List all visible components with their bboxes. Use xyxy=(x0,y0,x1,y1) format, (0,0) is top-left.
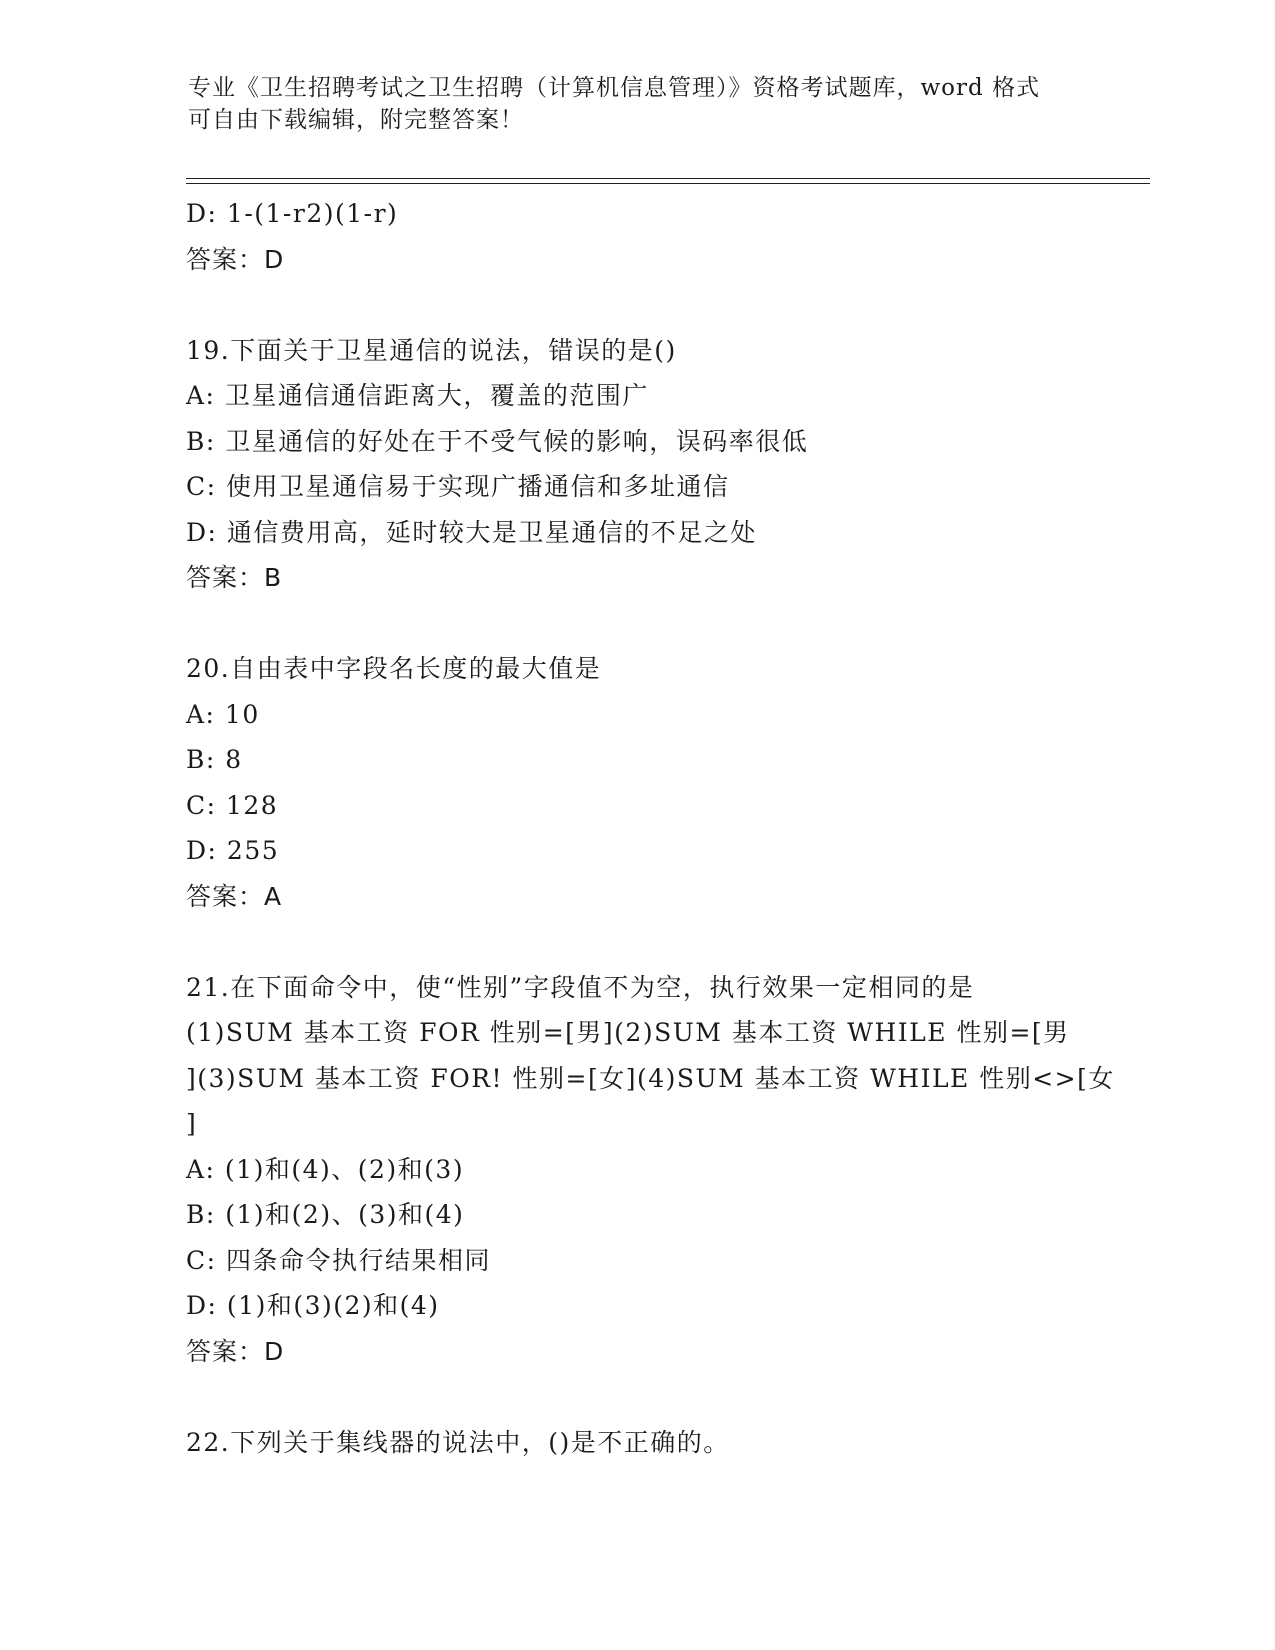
header-line-2: 可自由下载编辑，附完整答案！ xyxy=(188,107,524,133)
question-list xyxy=(186,191,1115,1465)
answer: 答案：A xyxy=(186,881,283,911)
spacer xyxy=(186,1374,1086,1420)
option-c: C: 128 xyxy=(186,790,279,820)
option-a: A: 10 xyxy=(186,699,260,729)
option-d: D: 255 xyxy=(186,836,280,865)
header-line-1: 专业《卫生招聘考试之卫生招聘（计算机信息管理）》资格考试题库，word 格式 xyxy=(188,75,1041,101)
option-c: C: 使用卫星通信易于实现广播通信和多址通信 xyxy=(186,472,730,501)
question-stem-line-3: ](3)SUM 基本工资 FOR! 性别=[女](4)SUM 基本工资 WHILE 性别<>[女 xyxy=(186,1063,1115,1093)
question-stem-line-2: (1)SUM 基本工资 FOR 性别=[男](2)SUM 基本工资 WHILE 性别=[男 xyxy=(186,1018,1070,1047)
spacer xyxy=(186,282,1086,328)
answer: 答案：B xyxy=(186,563,283,592)
question-stem: 19.下面关于卫星通信的说法，错误的是() xyxy=(186,335,677,365)
option-d: D: (1)和(3)(2)和(4) xyxy=(186,1291,440,1320)
option-a: A: (1)和(4)、(2)和(3) xyxy=(186,1154,465,1184)
option-b: B: (1)和(2)、(3)和(4) xyxy=(186,1200,465,1229)
option-c: C: 四条命令执行结果相同 xyxy=(186,1245,491,1275)
header-rule-bottom xyxy=(186,183,1150,184)
document-header xyxy=(188,72,1088,136)
option-b: B: 卫星通信的好处在于不受气候的影响，误码率很低 xyxy=(186,426,809,456)
spacer xyxy=(186,601,1086,647)
question-stem: 20.自由表中字段名长度的最大值是 xyxy=(186,654,602,683)
option-d: D: 1-(1-r2)(1-r) xyxy=(186,199,399,228)
header-rule-top xyxy=(186,178,1150,179)
answer: 答案：D xyxy=(186,1336,285,1366)
option-a: A: 卫星通信通信距离大，覆盖的范围广 xyxy=(186,381,649,410)
question-stem: 22.下列关于集线器的说法中，()是不正确的。 xyxy=(186,1427,730,1457)
spacer xyxy=(186,919,1086,965)
option-d: D: 通信费用高，延时较大是卫星通信的不足之处 xyxy=(186,517,757,547)
question-stem-line-1: 21.在下面命令中，使“性别”字段值不为空，执行效果一定相同的是 xyxy=(186,972,975,1002)
option-b: B: 8 xyxy=(186,745,243,774)
answer: 答案：D xyxy=(186,244,285,274)
question-stem-line-4: ] xyxy=(186,1109,198,1138)
